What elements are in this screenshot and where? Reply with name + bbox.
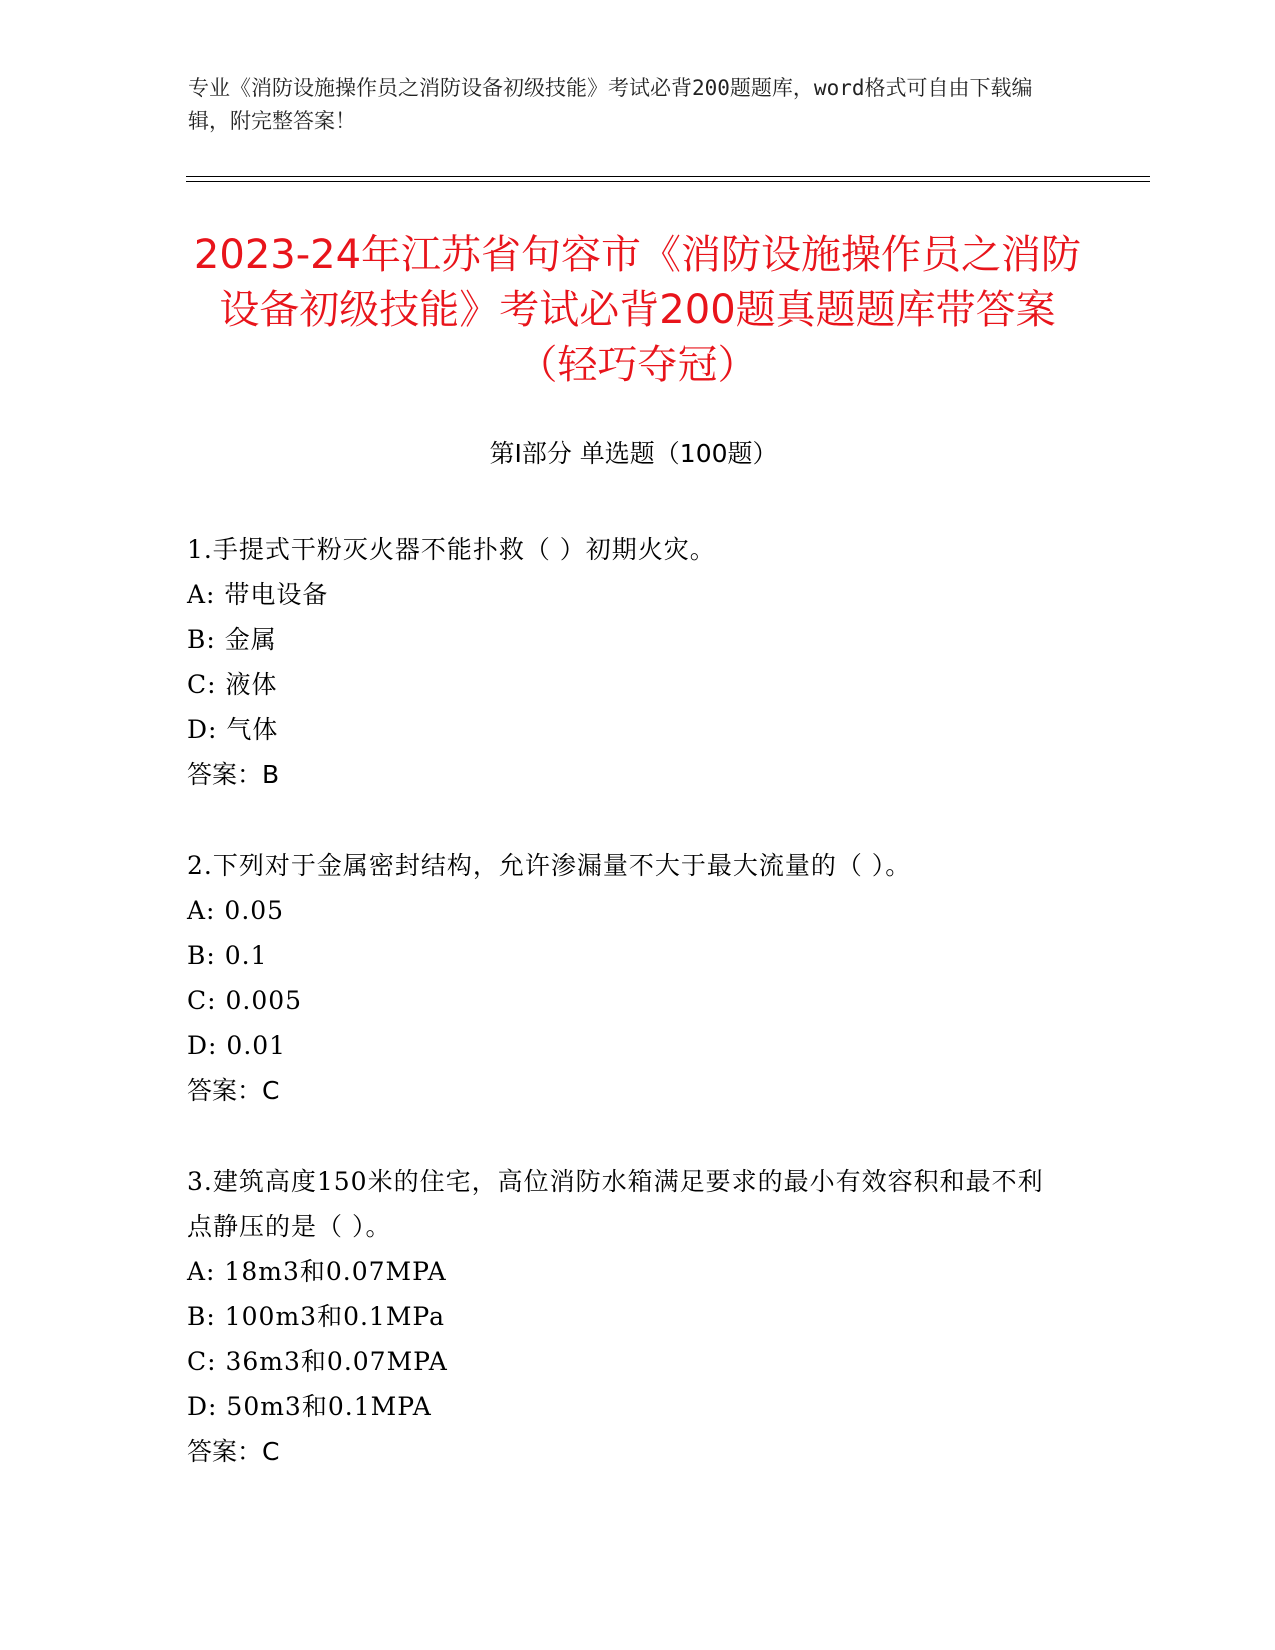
option-c: C: 0.005 — [187, 986, 303, 1015]
answer: 答案：C — [187, 1437, 280, 1466]
option-b: B: 0.1 — [187, 941, 268, 970]
question-stem: 1.手提式干粉灭火器不能扑救（ ）初期火灾。 — [187, 535, 716, 564]
header-divider-top — [186, 176, 1150, 177]
option-b: B: 100m3和0.1MPa — [187, 1302, 446, 1331]
option-c: C: 36m3和0.07MPA — [187, 1347, 448, 1376]
question-stem: 2.下列对于金属密封结构，允许渗漏量不大于最大流量的（ ）。 — [187, 851, 912, 880]
header-note: 专业《消防设施操作员之消防设备初级技能》考试必背200题题库，word格式可自由下载编辑，附完整答案！ — [188, 76, 1033, 133]
option-d: D: 气体 — [187, 715, 279, 744]
option-b: B: 金属 — [187, 625, 277, 654]
answer: 答案：C — [187, 1076, 280, 1105]
header-divider-bottom — [186, 181, 1150, 182]
question-2 — [187, 843, 1067, 1113]
answer: 答案：B — [187, 760, 280, 789]
option-d: D: 0.01 — [187, 1031, 287, 1060]
option-c: C: 液体 — [187, 670, 278, 699]
option-a: A: 0.05 — [187, 896, 285, 925]
question-3 — [187, 1159, 1067, 1474]
question-stem: 3.建筑高度150米的住宅，高位消防水箱满足要求的最小有效容积和最不利点静压的是（ ）。 — [187, 1167, 1044, 1241]
question-list — [187, 527, 1067, 1520]
question-1 — [187, 527, 1067, 797]
section-title: 第Ⅰ部分 单选题（100题） — [489, 439, 778, 468]
option-a: A: 18m3和0.07MPA — [187, 1257, 447, 1286]
option-a: A: 带电设备 — [187, 580, 329, 609]
option-d: D: 50m3和0.1MPA — [187, 1392, 432, 1421]
document-title: 2023-24年江苏省句容市《消防设施操作员之消防设备初级技能》考试必背200题真题题库带答案（轻巧夺冠） — [193, 232, 1082, 388]
